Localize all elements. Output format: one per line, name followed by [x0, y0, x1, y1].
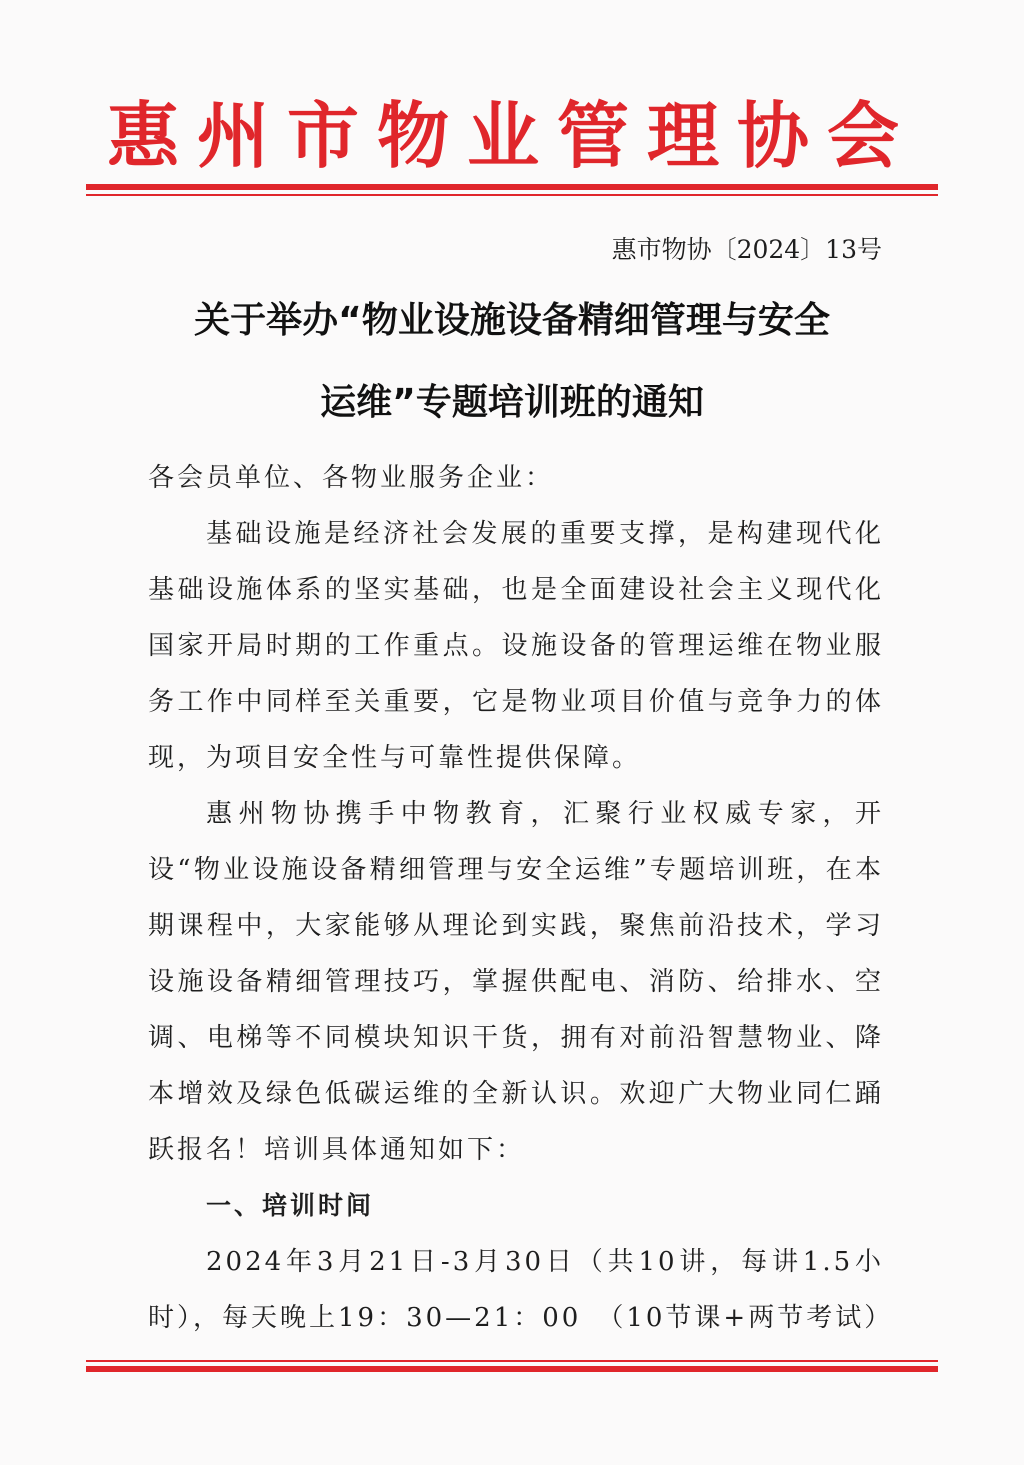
- section-heading: 一、培训时间: [206, 1191, 375, 1220]
- footer-rule-thin: [86, 1360, 938, 1362]
- body-paragraph: 惠州物协携手中物教育，汇聚行业权威专家，开设“物业设施设备精细管理与安全运维”专题培训班，在本期课程中，大家能够从理论到实践，聚焦前沿技术，学习设施设备精细管理技巧，掌握供配电、消防、给排水、空调、电梯等不同模块知识干货，拥有对前沿智慧物业、降本增效及绿色低碳运维的全新认识。欢迎广大物业同仁踊跃报名！培训具体通知如下：: [148, 799, 884, 1165]
- letterhead-rule-thin: [86, 194, 938, 196]
- body-paragraph: 基础设施是经济社会发展的重要支撑，是构建现代化基础设施体系的坚实基础，也是全面建设社会主义现代化国家开局时期的工作重点。设施设备的管理运维在物业服务工作中同样至关重要，它是物业项目价值与竞争力的体现，为项目安全性与可靠性提供保障。: [148, 519, 884, 773]
- letterhead-title: 惠州市物业管理协会: [106, 94, 917, 178]
- footer-rule-thick: [86, 1366, 938, 1372]
- salutation: 各会员单位、各物业服务企业：: [148, 463, 555, 493]
- document-body: [148, 450, 894, 1346]
- notice-title-line1: 关于举办“物业设施设备精细管理与安全: [194, 300, 830, 341]
- notice-title-line2: 运维”专题培训班的通知: [320, 382, 704, 423]
- document-number: 惠市物协〔2024〕13号: [611, 235, 882, 264]
- training-time-text: 2024年3月21日-3月30日（共10讲，每讲1.5小时），每天晚上19：30—21：00 （10节课+两节考试）: [148, 1247, 894, 1333]
- letterhead-rule-thick: [86, 184, 938, 190]
